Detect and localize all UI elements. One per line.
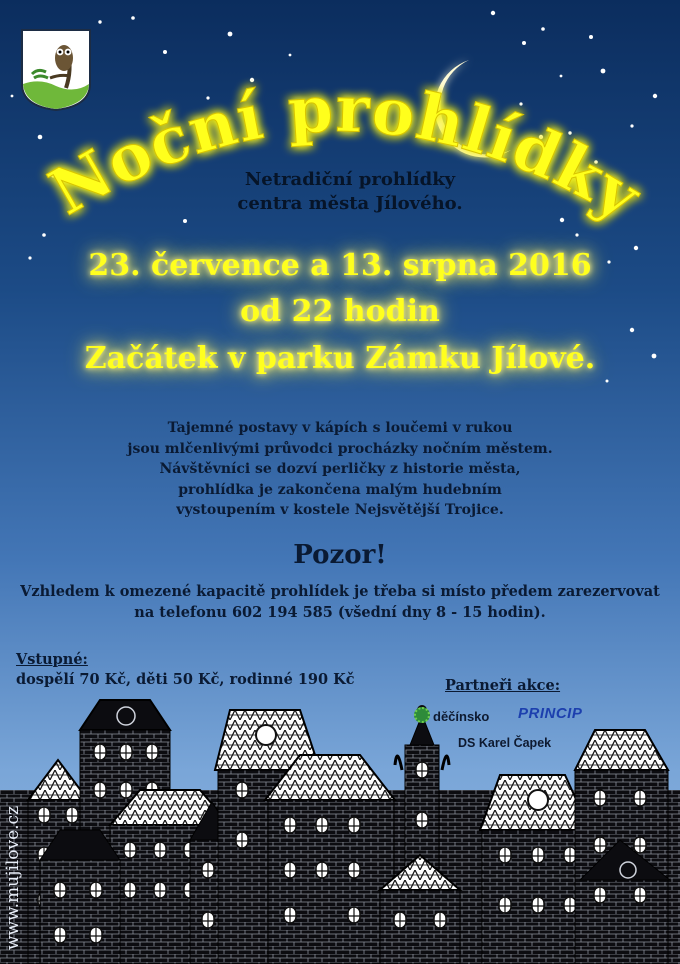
decinsko-icon (414, 707, 430, 723)
description-line: vystoupením v kostele Nejsvětější Trojice. (176, 502, 504, 518)
partner-ds-karel-capek: DS Karel Čapek (458, 736, 552, 750)
notice-line: na telefonu 602 194 585 (všední dny 8 - 15 hodin). (134, 604, 546, 621)
event-time: od 22 hodin (240, 294, 440, 329)
title-text: Noční prohlídky (37, 71, 654, 236)
notice-line: Vzhledem k omezené kapacitě prohlídek je třeba si místo předem zarezervovat (20, 583, 660, 600)
partner-decinsko-logo (414, 707, 489, 724)
admission-prices: dospělí 70 Kč, děti 50 Kč, rodinné 190 Kč (16, 671, 355, 688)
description-line: Návštěvníci se dozví perličky z historie města, (159, 461, 521, 477)
admission-label: Vstupné: (16, 651, 88, 668)
reservation-notice (0, 581, 680, 623)
description-line: jsou mlčenlivými průvodci procházky nočním městem. (127, 440, 553, 457)
partner-decinsko-text: děčínsko (433, 709, 490, 724)
partner-princip-logo: PRINCIP (518, 705, 583, 722)
event-description (100, 418, 580, 521)
notice-heading: Pozor! (293, 540, 387, 570)
description-line: Tajemné postavy v kápích s loučemi v rukou (167, 420, 513, 436)
event-start-location: Začátek v parku Zámku Jílové. (84, 341, 596, 376)
subtitle-line-1: Netradiční prohlídky (244, 169, 456, 190)
town-silhouette (0, 690, 680, 964)
website-url: www.mujilove.cz (3, 805, 23, 950)
event-dates: 23. července a 13. srpna 2016 (88, 248, 592, 283)
partners-label: Partneři akce: (445, 677, 561, 694)
page-title (0, 50, 680, 260)
description-line: prohlídka je zakončena malým hudebním (178, 481, 502, 498)
subtitle-line-2: centra města Jílového. (237, 193, 463, 214)
